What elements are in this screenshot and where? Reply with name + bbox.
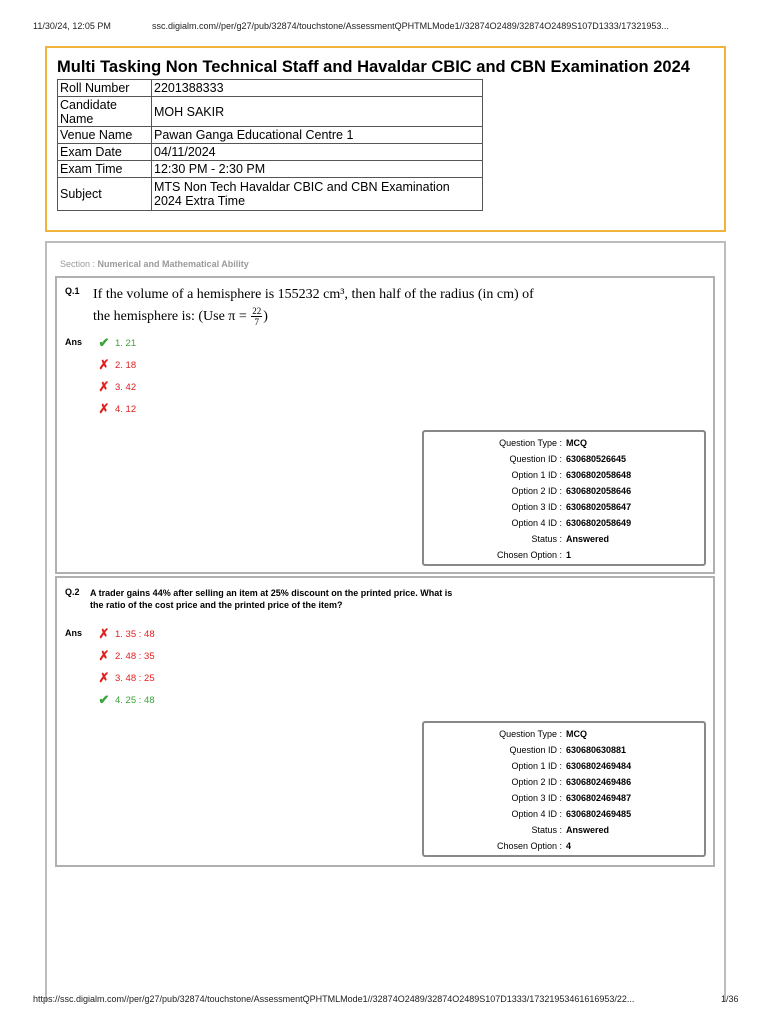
question-text [90,587,452,611]
meta-value: 6306802469486 [566,777,632,787]
option-item [97,357,136,373]
meta-row [424,726,704,742]
info-key: Exam Time [58,161,152,178]
question-text-line: If the volume of a hemisphere is 155232 cm³, then half of the radius (in cm) of [93,287,534,302]
meta-value: 630680526645 [566,454,627,464]
info-key: Candidate Name [58,97,152,127]
question-block [55,276,715,574]
meta-key: Option 1 ID : [511,470,562,480]
info-value: Pawan Ganga Educational Centre 1 [152,127,483,144]
candidate-info-table [57,79,483,211]
info-row [58,97,483,127]
question-number: Q.1 [65,286,80,296]
info-key: Exam Date [58,144,152,161]
cross-icon: ✗ [98,626,110,641]
cross-icon: ✗ [98,401,110,416]
meta-value: 1 [566,550,572,560]
option-label: 3. 42 [115,381,137,393]
cross-icon: ✗ [98,357,110,372]
info-row [58,127,483,144]
option-label: 3. 48 : 25 [115,672,155,684]
meta-key: Option 4 ID : [511,809,562,819]
fraction-numerator: 22 [252,306,262,317]
info-row [58,144,483,161]
info-row [58,161,483,178]
footer-url: https://ssc.digialm.com//per/g27/pub/32874/touchstone/AssessmentQPHTMLMode1//32874O2489/32874O2489S107D1333/17321953461616953/22... [33,994,635,1004]
meta-row [424,499,704,515]
option-label: 2. 18 [115,359,137,371]
meta-row [424,547,704,563]
question-number: Q.2 [65,587,80,597]
fraction-denominator: 7 [254,317,260,328]
info-value: 04/11/2024 [152,144,483,161]
meta-row [424,435,704,451]
info-row [58,80,483,97]
question-text-line [93,306,534,328]
meta-value: 6306802469484 [566,761,632,771]
meta-key: Option 2 ID : [511,777,562,787]
option-item [97,379,136,395]
question-meta-box [422,721,706,857]
meta-row [424,774,704,790]
option-label: 1. 21 [115,337,137,349]
ans-label: Ans [65,628,83,638]
question-text-line: A trader gains 44% after selling an item at 25% discount on the printed price. What is [90,588,453,598]
meta-row [424,742,704,758]
option-item [97,692,155,708]
meta-value: 630680630881 [566,745,627,755]
meta-key: Question ID : [509,454,562,464]
meta-key: Option 4 ID : [511,518,562,528]
meta-key: Chosen Option : [496,841,562,851]
meta-row [424,467,704,483]
meta-row [424,483,704,499]
check-icon: ✔ [98,692,110,707]
meta-row [424,790,704,806]
info-value: MTS Non Tech Havaldar CBIC and CBN Examination 2024 Extra Time [152,178,483,211]
meta-key: Option 2 ID : [511,486,562,496]
info-key: Roll Number [58,80,152,97]
option-label: 4. 12 [115,403,137,415]
section-name: Numerical and Mathematical Ability [97,259,249,269]
info-value: 12:30 PM - 2:30 PM [152,161,483,178]
ans-label: Ans [65,337,83,347]
meta-key: Chosen Option : [496,550,562,560]
meta-value: 6306802469485 [566,809,632,819]
meta-key: Status : [531,534,562,544]
option-item [97,670,155,686]
section-prefix: Section : [60,259,98,269]
meta-row [424,758,704,774]
option-label: 4. 25 : 48 [115,694,155,706]
meta-key: Question Type : [499,729,562,739]
meta-row [424,806,704,822]
print-header [0,0,768,40]
option-label: 1. 35 : 48 [115,628,155,640]
section-title [60,259,249,269]
info-key: Venue Name [58,127,152,144]
exam-title: Multi Tasking Non Technical Staff and Havaldar CBIC and CBN Examination 2024 [57,58,690,76]
meta-key: Question ID : [509,745,562,755]
meta-row [424,822,704,838]
option-item [97,401,136,417]
meta-value: 6306802058648 [566,470,632,480]
exam-info-box [45,46,726,232]
meta-value: 4 [566,841,572,851]
fraction [251,306,262,327]
info-key: Subject [58,178,152,211]
meta-value: 6306802058647 [566,502,632,512]
question-text-fragment: the hemisphere is: (Use π = [93,309,251,324]
question-block [55,576,715,867]
option-item [97,335,136,351]
question-text [93,284,534,328]
print-url: ssc.digialm.com//per/g27/pub/32874/touchstone/AssessmentQPHTMLMode1//32874O2489/32874O2489S107D1333/17321953... [152,21,669,31]
question-text-line: the ratio of the cost price and the printed price of the item? [90,600,343,610]
meta-value: MCQ [566,438,587,448]
print-timestamp: 11/30/24, 12:05 PM [33,21,111,31]
option-item [97,648,155,664]
meta-row [424,515,704,531]
cross-icon: ✗ [98,670,110,685]
check-icon: ✔ [98,335,110,350]
meta-value: 6306802058646 [566,486,632,496]
meta-value: MCQ [566,729,587,739]
option-label: 2. 48 : 35 [115,650,155,662]
meta-key: Option 3 ID : [511,502,562,512]
meta-row [424,838,704,854]
meta-key: Status : [531,825,562,835]
meta-value: 6306802058649 [566,518,632,528]
page-number: 1/36 [721,994,739,1004]
meta-key: Question Type : [499,438,562,448]
info-row [58,178,483,211]
question-text-fragment: ) [263,309,268,324]
cross-icon: ✗ [98,648,110,663]
meta-row [424,451,704,467]
info-value: 2201388333 [152,80,483,97]
meta-row [424,531,704,547]
question-meta-box [422,430,706,566]
cross-icon: ✗ [98,379,110,394]
meta-value: 6306802469487 [566,793,632,803]
meta-value: Answered [566,534,610,544]
meta-key: Option 3 ID : [511,793,562,803]
meta-key: Option 1 ID : [511,761,562,771]
meta-value: Answered [566,825,610,835]
info-value: MOH SAKIR [152,97,483,127]
option-item [97,626,155,642]
